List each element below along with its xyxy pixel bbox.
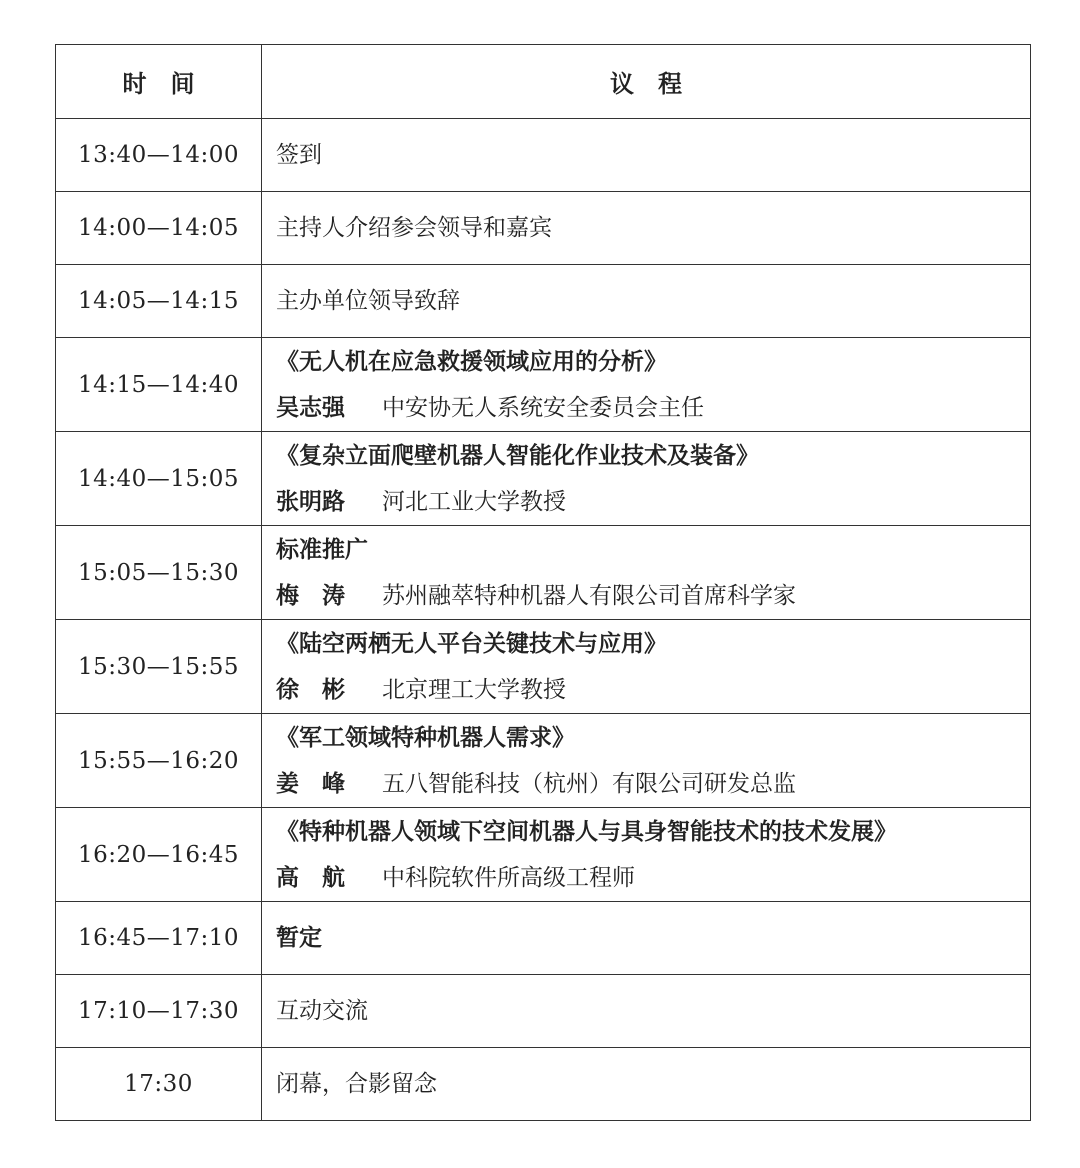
table-row [56, 265, 1031, 338]
table-row [56, 902, 1031, 975]
speaker-role: 五八智能科技（杭州）有限公司研发总监 [382, 770, 796, 797]
speaker-line [276, 385, 1030, 431]
agenda-item-text: 主持人介绍参会领导和嘉宾 [276, 215, 552, 241]
speaker-name: 高 航 [276, 863, 345, 891]
speaker-line [276, 667, 1030, 713]
table-row [56, 808, 1031, 902]
table-row [56, 975, 1031, 1048]
agenda-item [262, 714, 1031, 808]
speaker-name: 梅 涛 [276, 581, 345, 609]
table-row [56, 119, 1031, 192]
time-cell: 15:30—15:55 [56, 620, 262, 714]
speaker-role: 中安协无人系统安全委员会主任 [382, 394, 704, 421]
time-column-header: 时 间 [56, 45, 262, 119]
time-cell: 14:40—15:05 [56, 432, 262, 526]
agenda-item [262, 975, 1031, 1048]
speaker-line [276, 761, 1030, 807]
time-cell: 17:10—17:30 [56, 975, 262, 1048]
table-row [56, 1048, 1031, 1121]
speaker-role: 中科院软件所高级工程师 [382, 864, 635, 891]
agenda-item-text: 暂定 [276, 924, 322, 951]
time-cell: 14:05—14:15 [56, 265, 262, 338]
table-row [56, 338, 1031, 432]
time-cell: 15:55—16:20 [56, 714, 262, 808]
time-cell: 13:40—14:00 [56, 119, 262, 192]
speaker-role: 北京理工大学教授 [382, 676, 566, 703]
speaker-role: 苏州融萃特种机器人有限公司首席科学家 [382, 582, 796, 609]
time-cell: 16:20—16:45 [56, 808, 262, 902]
speaker-line [276, 479, 1030, 525]
talk-title: 《陆空两栖无人平台关键技术与应用》 [276, 629, 667, 657]
time-cell: 16:45—17:10 [56, 902, 262, 975]
table-header-row [56, 45, 1031, 119]
agenda-item [262, 1048, 1031, 1121]
table-row [56, 714, 1031, 808]
table-row [56, 432, 1031, 526]
agenda-item [262, 192, 1031, 265]
table-row [56, 192, 1031, 265]
agenda-item [262, 620, 1031, 714]
speaker-name: 姜 峰 [276, 769, 345, 797]
talk-title: 《复杂立面爬壁机器人智能化作业技术及装备》 [276, 441, 759, 469]
talk-title: 《特种机器人领域下空间机器人与具身智能技术的技术发展》 [276, 817, 897, 845]
agenda-item [262, 265, 1031, 338]
agenda-item [262, 432, 1031, 526]
table-row [56, 620, 1031, 714]
agenda-item-text: 主办单位领导致辞 [276, 288, 460, 314]
agenda-item-text: 签到 [276, 142, 322, 168]
talk-title: 标准推广 [276, 535, 368, 563]
speaker-name: 徐 彬 [276, 675, 345, 703]
time-cell: 15:05—15:30 [56, 526, 262, 620]
agenda-item [262, 119, 1031, 192]
speaker-line [276, 573, 1030, 619]
agenda-table [55, 44, 1031, 1121]
agenda-item [262, 808, 1031, 902]
speaker-line [276, 855, 1030, 901]
time-cell: 14:15—14:40 [56, 338, 262, 432]
agenda-item-text: 互动交流 [276, 998, 368, 1024]
agenda-item [262, 526, 1031, 620]
agenda-item [262, 902, 1031, 975]
speaker-name: 吴志强 [276, 393, 345, 421]
speaker-name: 张明路 [276, 487, 345, 515]
time-cell: 14:00—14:05 [56, 192, 262, 265]
speaker-role: 河北工业大学教授 [382, 488, 566, 515]
talk-title: 《军工领域特种机器人需求》 [276, 723, 575, 751]
agenda-item [262, 338, 1031, 432]
table-row [56, 526, 1031, 620]
time-cell: 17:30 [56, 1048, 262, 1121]
talk-title: 《无人机在应急救援领域应用的分析》 [276, 347, 667, 375]
agenda-item-text: 闭幕，合影留念 [276, 1071, 437, 1097]
agenda-column-header: 议 程 [262, 45, 1031, 119]
